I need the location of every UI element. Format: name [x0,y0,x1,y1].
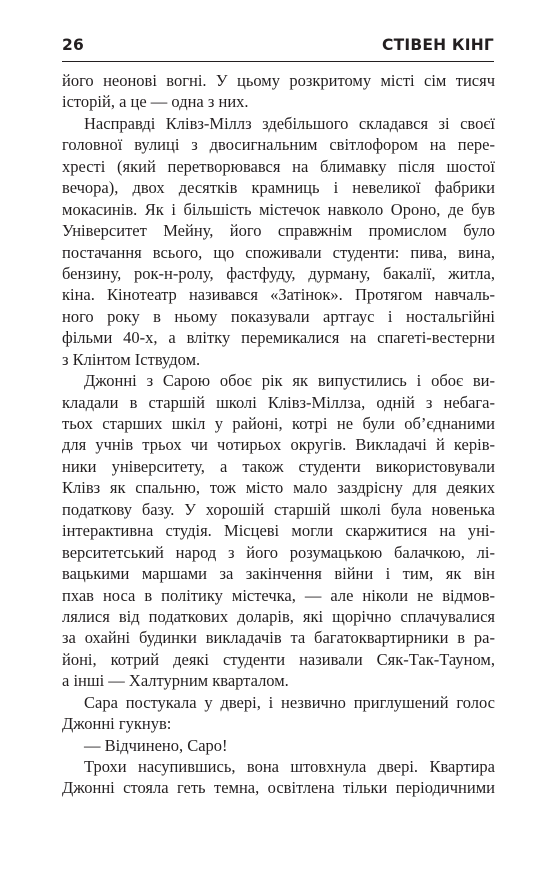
text-line: Університет Мейну, його справжнім промислом було [62,221,495,241]
text-line: для учнів трьох чи чотирьох округів. Викладачі й керів- [62,435,495,455]
text-line: вацькими маршами за закінчення війни і тим, як він [62,564,495,584]
text-line: кладали в старшій школі Клівз-Міллза, одній з небага- [62,392,495,412]
text-line: пхав носа в політику містечка, — але ніколи не відмов- [62,585,495,605]
text-line: з Клінтом Іствудом. [62,349,201,369]
text-line: за охайні будинки викладачів та багатоквартирники в ра- [62,628,495,648]
text-line: Джонні гукнув: [62,714,172,734]
text-line: вечора), двох десятків крамниць і невеликої фабрики [62,178,495,198]
text-line: мокасинів. Як і більшість містечок навколо Ороно, де був [62,199,495,219]
text-line: фільми 40-х, а влітку перемикалися на спагеті-вестерни [62,328,495,348]
text-line: кіна. Кінотеатр називався «Затінок». Протягом навчаль- [62,285,495,305]
text-line: Джонні з Сарою обоє рік як випустились і обоє ви- [84,371,495,391]
text-line: хресті (який перетворювався на блимавку після шостої [62,156,495,176]
text-line: головної вулиці з двосигнальним світлофором на пере- [62,135,495,155]
text-line: Клівз як спальню, тож місто мало заздрісну для деяких [62,478,495,498]
text-line: його неонові вогні. У цьому розкритому місті сім тисяч [62,71,495,90]
text-line: Насправді Клівз-Міллз здебільшого складався зі своєї [84,113,495,133]
text-line: постачання всього, що споживали студенти: пива, вина, [62,242,495,262]
text-line: податкову базу. У хорошій старшій школі була новенька [62,499,495,519]
text-line: ного року в ньому показували артгаус і ностальгійні [62,306,495,326]
header-rule [62,61,494,62]
text-line: — Відчинено, Саро! [84,735,228,755]
body-text [62,70,495,799]
text-line: лялися від податкових доларів, які щорічно сплачувалися [62,606,495,626]
page-number: 26 [62,35,84,55]
text-line: Сара постукала у двері, і незвично приглушений голос [84,692,495,712]
text-line: Джонні стояла геть темна, освітлена тільки періодичними [62,778,495,798]
text-line: історій, а це — одна з них. [62,92,249,112]
text-line: йоні, котрий деякі студенти називали Сяк-Так-Тауном, [62,649,495,669]
text-line: інтерактивна студія. Місцеві могли скаржитися на уні- [62,521,495,541]
text-line: ники університету, а також студенти використовували [62,456,495,476]
text-line: тьох старших шкіл у районі, котрі не були об’єднаними [62,414,495,433]
running-head [62,35,494,58]
text-line: бензину, рок-н-ролу, фастфуду, дурману, бакалії, житла, [62,263,495,283]
author-name: СТІВЕН КІНГ [382,35,494,55]
text-line: верситетський народ з його розумацькою балачкою, лі- [62,542,495,562]
text-line: Трохи насупившись, вона штовхнула двері. Квартира [84,757,495,776]
text-line: а інші — Халтурним кварталом. [62,671,289,691]
